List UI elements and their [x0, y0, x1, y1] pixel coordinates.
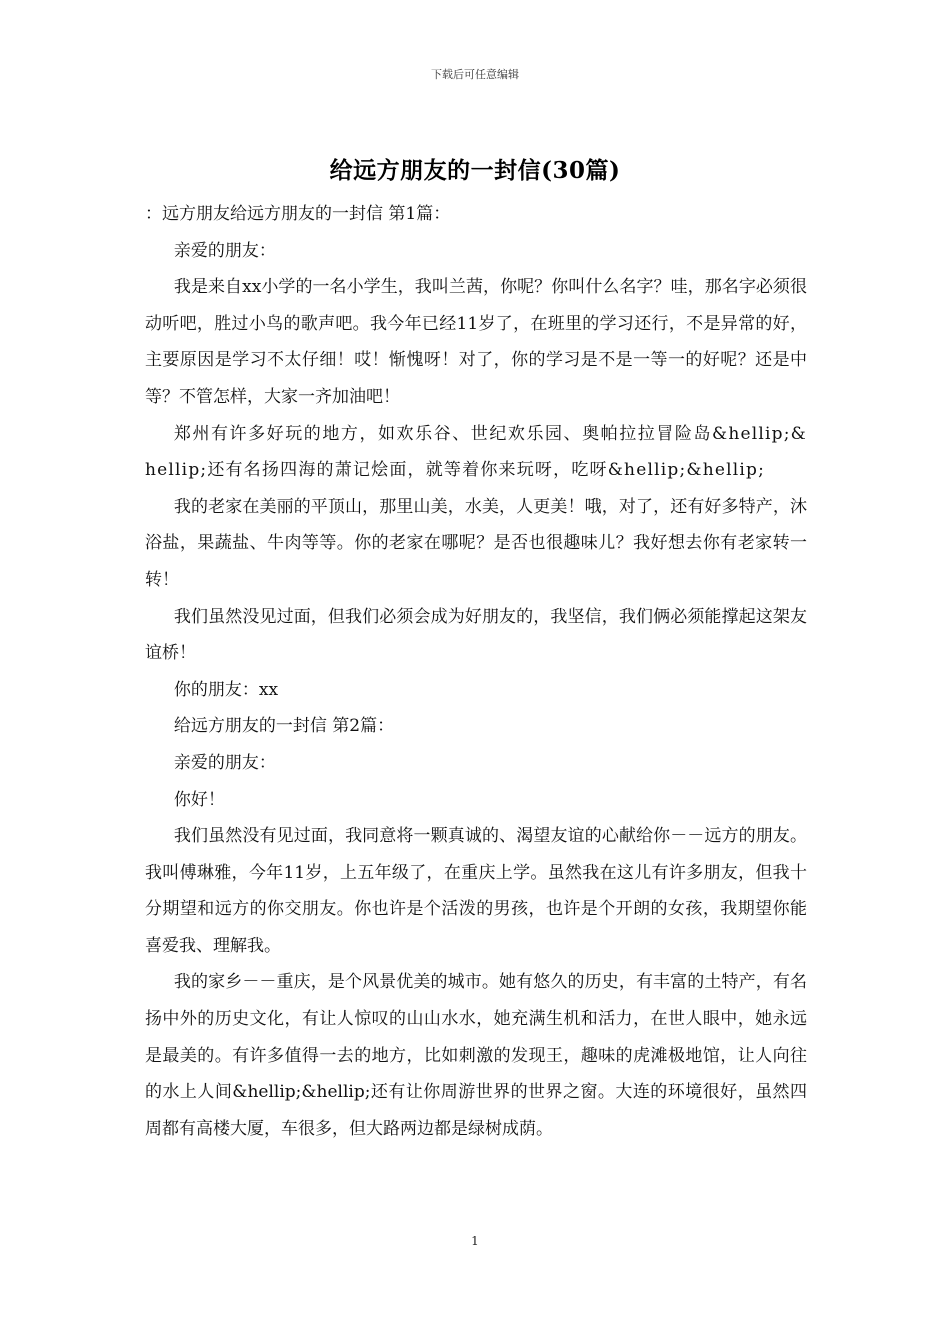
section-heading-1: ：远方朋友给远方朋友的一封信 第1篇：: [145, 204, 451, 224]
paragraph: 我们虽然没有见过面，我同意将一颗真诚的、渴望友谊的心献给你－－远方的朋友。我叫傅琳雅，今年11岁，上五年级了，在重庆上学。虽然我在这儿有许多朋友，但我十分期望和远方的你交朋友。你也许是个活泼的男孩，也许是个开朗的女孩，我期望你能喜爱我、理解我。: [145, 826, 807, 956]
paragraph: 郑州有许多好玩的地方，如欢乐谷、世纪欢乐园、奥帕拉拉冒险岛&hellip;&hellip;还有名扬四海的萧记烩面，就等着你来玩呀，吃呀&hellip;&hellip;: [145, 423, 807, 481]
document-body: [145, 196, 807, 1147]
paragraph: 我的老家在美丽的平顶山，那里山美，水美，人更美！哦，对了，还有好多特产，沐浴盐，果蔬盐、牛肉等等。你的老家在哪呢？是否也很趣味儿？我好想去你有老家转一转！: [145, 496, 807, 590]
paragraph: 我是来自xx小学的一名小学生，我叫兰茜，你呢？你叫什么名字？哇，那名字必须很动听吧，胜过小鸟的歌声吧。我今年已经11岁了，在班里的学习还行，不是异常的好，主要原因是学习不太仔细！哎！惭愧呀！对了，你的学习是不是一等一的好呢？还是中等？不管怎样，大家一齐加油吧！: [145, 277, 807, 407]
page-number: 1: [471, 1234, 479, 1248]
section-heading-2: 给远方朋友的一封信 第2篇：: [173, 716, 395, 737]
salutation-1: 亲爱的朋友：: [173, 240, 276, 261]
signature-line: 你的朋友：xx: [173, 679, 279, 700]
paragraph: 我的家乡－－重庆，是个风景优美的城市。她有悠久的历史，有丰富的土特产，有名扬中外的历史文化，有让人惊叹的山山水水，她充满生机和活力，在世人眼中，她永远是最美的。有许多值得一去的地方，比如刺激的发现王，趣味的虎滩极地馆，让人向往的水上人间&hellip;&hellip;还有让你周游世界的世界之窗。大连的环境很好，虽然四周都有高楼大厦，车很多，但大路两边都是绿树成荫。: [145, 972, 807, 1139]
header-note: 下载后可任意编辑: [431, 68, 519, 81]
document-title: 给远方朋友的一封信(30篇): [329, 157, 621, 184]
salutation-2: 亲爱的朋友：: [173, 752, 276, 773]
paragraph: 我们虽然没见过面，但我们必须会成为好朋友的，我坚信，我们俩必须能撑起这架友谊桥！: [145, 606, 807, 664]
greeting: 你好！: [173, 789, 225, 810]
